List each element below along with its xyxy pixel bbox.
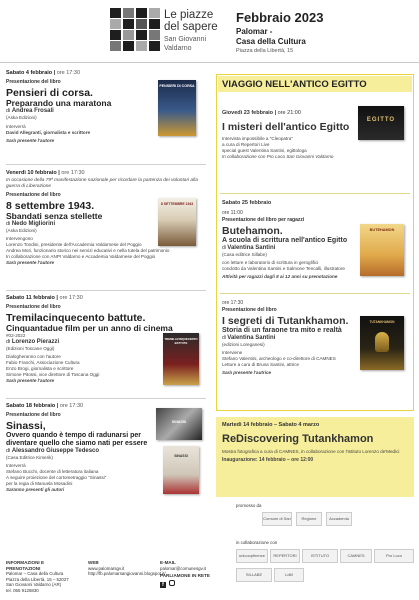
event-line: Stefano Bucchi, docente di letteratura italiana bbox=[6, 469, 99, 474]
divider bbox=[6, 164, 206, 165]
sponsor-logo: Accademia bbox=[326, 512, 352, 526]
egypt-section-header bbox=[218, 76, 412, 92]
event-date: Sabato 11 febbraio | ore 17:30 bbox=[6, 295, 83, 301]
event-line: Interviene bbox=[222, 350, 243, 355]
event-subtitle: Sbandati senza stellette bbox=[6, 211, 103, 221]
egypt-section-title: VIAGGIO NELL'ANTICO EGITTO bbox=[222, 79, 367, 90]
book-cover-tremila: TREMILACINQUECENTO BATTUTE bbox=[163, 333, 199, 385]
event-line: condotto da Valentina Santini e Salmone Tencalli, illustratore bbox=[222, 266, 345, 271]
book-cover-8-settembre: 8 SETTEMBRE 1943 bbox=[158, 198, 196, 246]
place-line2: Casa della Cultura bbox=[236, 37, 306, 46]
divider bbox=[6, 398, 206, 399]
event-line: In collaborazione con Pro Loco San Giovanni Valdarno bbox=[222, 154, 334, 159]
footer-email-title: E-MAIL bbox=[160, 560, 176, 565]
event-time: ore 17:30 bbox=[222, 300, 244, 306]
event-line: A seguire proiezione del cortometraggio "Sinassi" bbox=[6, 475, 107, 480]
mask-icon bbox=[375, 332, 389, 352]
place-address: Piazza della Libertà, 15 bbox=[236, 48, 294, 54]
header-info bbox=[236, 10, 376, 54]
event-intro: In occasione della 79ª manifestazione nazionale per ricordare la partenza dei volontari alla guerra di Liberazione bbox=[6, 178, 198, 189]
event-subtitle: Cinquantadue film per un anno di cinema bbox=[6, 323, 173, 333]
divider bbox=[6, 290, 206, 291]
patron-label: promosso da bbox=[236, 503, 262, 508]
event-line: Fabio Franchi, Associazione Cultura bbox=[6, 360, 80, 365]
logo-line2: del sapere bbox=[164, 21, 218, 33]
exhibit-desc: Mostra fotografica a cura di CAMNES, in collaborazione con l'Istituto Lorenzo de'Medici bbox=[222, 449, 400, 454]
exhibit-opening: Inaugurazione: 14 febbraio – ore 12:00 bbox=[222, 457, 314, 463]
logo-text bbox=[164, 9, 224, 53]
event-title: I misteri dell'antico Egitto bbox=[222, 121, 350, 133]
page-title: Febbraio 2023 bbox=[236, 10, 324, 25]
event-line: Lorenzo Tondini, presidente dell'Accademia Valdarnese del Poggio bbox=[6, 242, 142, 247]
event-date: Giovedì 23 febbraio | ore 21:00 bbox=[222, 110, 301, 116]
footer-web-title: WEB bbox=[88, 560, 99, 565]
event-date: Sabato 25 febbraio bbox=[222, 200, 272, 206]
event-note: Sarà presente l'autrice bbox=[222, 370, 272, 375]
event-line: per la regia di Manuela Mosadini bbox=[6, 481, 73, 486]
event-title: I segreti di Tutankhamon. bbox=[222, 315, 349, 327]
event-line: Stefano Valentini, archeologo e co-direttore di CAMNES bbox=[222, 356, 336, 361]
event-line: a cura di Repertori Live bbox=[222, 142, 270, 147]
event-line: Interverrà bbox=[6, 463, 26, 468]
event-line: special guest Valentina Santini, egittologa bbox=[222, 148, 307, 153]
event-kind: Presentazione del libro bbox=[6, 79, 61, 85]
event-date: Sabato 18 febbraio | ore 17:30 bbox=[6, 403, 84, 409]
event-line: Simone Pitossi, vice direttore di Toscana Oggi bbox=[6, 372, 100, 377]
event-subtitle: Storia di un faraone tra mito e realtà bbox=[222, 327, 342, 334]
book-cover-sinassi: SINASSI bbox=[163, 446, 199, 494]
blog-link[interactable]: http://fb.palomarsangiovanni.blogspot.it/ bbox=[88, 571, 166, 577]
book-cover-photo: SINASSI bbox=[156, 408, 202, 440]
event-author: di Valentina Santini bbox=[222, 245, 276, 251]
footer-email bbox=[160, 560, 215, 588]
event-publisher: (Casa Editrice Kimerik) bbox=[6, 455, 53, 460]
logo-line3: San Giovanni bbox=[164, 36, 207, 43]
event-line: Letture a cura di Bruna Santini, attrice bbox=[222, 362, 300, 367]
event-note: Sarà presente l'autore bbox=[6, 138, 55, 143]
header-divider bbox=[0, 62, 419, 63]
sponsor-logo: Comune di San bbox=[262, 512, 292, 526]
sponsor-logo: Pro Loco bbox=[374, 549, 414, 563]
book-cover-egitto: EGITTO bbox=[358, 106, 404, 140]
event-note: Sarà presente l'autore bbox=[6, 378, 55, 383]
logo-grid bbox=[110, 8, 160, 52]
event-title: Sinassi, bbox=[6, 420, 46, 432]
book-cover-pensieri: PENSIERI DI CORSA bbox=[158, 80, 196, 136]
footer-line: Piazza della Libertà, 15 – 52027 bbox=[6, 576, 69, 582]
sponsor-logo: REPERTORI bbox=[270, 549, 300, 563]
book-cover-butehamon: BUTEHAMON bbox=[360, 224, 404, 276]
footer-line: tel. 055 9126830 bbox=[6, 587, 39, 593]
event-publisher: (Aska Edizioni) bbox=[6, 115, 37, 120]
sponsor-logo: unicoopfirenze bbox=[236, 549, 268, 563]
event-line: David Allegranti, giornalista e scrittore bbox=[6, 130, 91, 135]
event-author: di Lorenzo Pierazzi bbox=[6, 339, 60, 345]
email-link[interactable]: palomar@comunesgv.it bbox=[160, 565, 206, 571]
exhibit-title: ReDiscovering Tutankhamon bbox=[222, 433, 374, 445]
instagram-icon[interactable] bbox=[169, 580, 175, 586]
event-kind: Presentazione del libro per ragazzi bbox=[222, 217, 305, 223]
event-publisher: (Edizioni Toscane Oggi) bbox=[6, 346, 55, 351]
event-subtitle: A scuola di scrittura nell'antico Egitto bbox=[222, 237, 348, 244]
event-extra: #02-2022 bbox=[6, 333, 26, 338]
event-note: Attività per ragazzi dagli 8 ai 12 anni su prenotazione bbox=[222, 274, 338, 279]
event-kind: Presentazione del libro bbox=[6, 192, 61, 198]
event-title: Butehamon. bbox=[222, 225, 283, 237]
collab-label: in collaborazione con bbox=[236, 540, 278, 545]
event-note: Sarà presente l'autore bbox=[6, 260, 55, 265]
event-kind: Presentazione del libro bbox=[6, 412, 61, 418]
sponsor-logo: CAMNES bbox=[340, 549, 372, 563]
sponsor-logo: SILLABE bbox=[236, 568, 272, 582]
footer-line: Palomar – Casa della Cultura bbox=[6, 571, 64, 577]
sponsor-logo: LdM bbox=[274, 568, 304, 582]
footer-line: San Giovanni Valdarno (AR) bbox=[6, 582, 62, 588]
event-publisher: (Casa editrice Sillabe) bbox=[222, 252, 267, 257]
event-kind: Presentazione del libro bbox=[6, 304, 61, 310]
event-line: Interverrà bbox=[6, 124, 26, 129]
event-author: di Andrea Frosali bbox=[6, 108, 54, 114]
event-subtitle: Ovvero quando è tempo di radunarsi per diventare quello che siamo nati per essere bbox=[6, 432, 148, 447]
event-line: Intervengono bbox=[6, 236, 33, 241]
sponsor-logo: Regione bbox=[296, 512, 322, 526]
event-publisher: (Aska Edizioni) bbox=[6, 228, 37, 233]
event-kind: Presentazione del libro bbox=[222, 307, 277, 313]
event-author: di Nedo Migliorini bbox=[6, 221, 56, 227]
divider bbox=[220, 293, 410, 294]
footer-info bbox=[6, 560, 76, 594]
logo-line4: Valdarno bbox=[164, 45, 192, 52]
event-date: Sabato 4 febbraio | ore 17:30 bbox=[6, 70, 81, 76]
event-line: Andrea Mori, funzionario storico nei servizi educativi e nella tutela del patrimonio bbox=[6, 248, 170, 253]
sponsor-logo: ISTITUTO bbox=[302, 549, 338, 563]
footer-info-title: INFORMAZIONI E PRENOTAZIONI bbox=[6, 560, 45, 571]
footer-web bbox=[88, 560, 166, 577]
facebook-icon[interactable]: f bbox=[160, 582, 166, 588]
event-line: Dialogheranno con l'autore bbox=[6, 354, 61, 359]
book-cover-tutankhamon: TUTANKHAMON bbox=[360, 316, 404, 370]
event-date: Venerdì 10 febbraio | ore 17:30 bbox=[6, 170, 85, 176]
event-author: di Valentina Santini bbox=[222, 335, 276, 341]
logo-line1: Le piazze bbox=[164, 9, 214, 21]
event-subtitle: Preparando una maratona bbox=[6, 98, 112, 108]
event-time: ore 11:00 bbox=[222, 210, 243, 216]
event-line: Enzo Brogi, giornalista e scrittore bbox=[6, 366, 74, 371]
event-line: In collaborazione con ANPI Valdarno e Accademia Valdarnese del Poggio bbox=[6, 254, 156, 259]
event-publisher: (edizioni Loreganesi) bbox=[222, 342, 265, 347]
event-title: Tremilacinquecento battute. bbox=[6, 312, 146, 324]
footer-social-title: PARLIAMONE IN RETE bbox=[160, 573, 210, 579]
event-title: Pensieri di corsa. bbox=[6, 87, 93, 99]
event-author: di Alessandro Giuseppe Tedesco bbox=[6, 448, 100, 454]
event-title: 8 settembre 1943. bbox=[6, 200, 95, 212]
divider bbox=[220, 193, 410, 194]
place-name bbox=[236, 27, 376, 47]
event-note: Saranno presenti gli autori bbox=[6, 487, 65, 492]
website-link[interactable]: www.palomarsgv.it bbox=[88, 565, 125, 571]
event-line: Intervista impossibile a "Cleopatra" bbox=[222, 136, 293, 141]
event-line: con letture e laboratorio di scrittura in geroglifici bbox=[222, 260, 319, 265]
exhibit bbox=[222, 422, 412, 463]
place-line1: Palomar - bbox=[236, 27, 273, 36]
exhibit-dates: Martedì 14 febbraio – Sabato 4 marzo bbox=[222, 422, 320, 428]
